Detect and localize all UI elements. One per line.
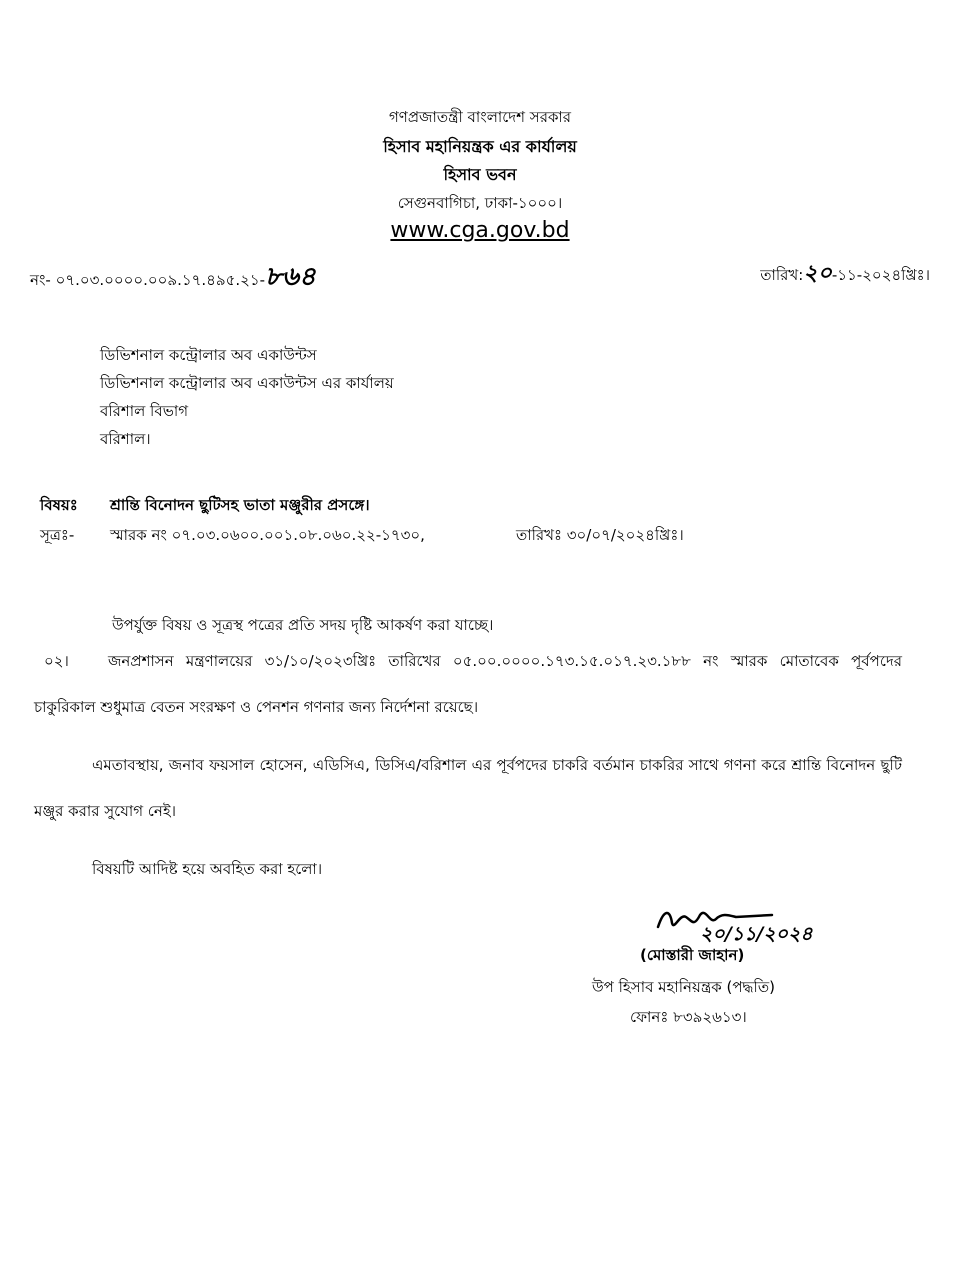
- memo-date-handwritten: ২০: [803, 260, 832, 286]
- signatory-name: (মোস্তারী জাহান): [640, 946, 745, 964]
- office-name: হিসাব মহানিয়ন্ত্রক এর কার্যালয়: [383, 137, 577, 156]
- recipient-line-4: বরিশাল।: [100, 430, 151, 448]
- paragraph-02-text: জনপ্রশাসন মন্ত্রণালয়ের ৩১/১০/২০২৩খ্রিঃ তারিখের ০৫.০০.০০০০.১৭৩.১৫.০১৭.২৩.১৮৮ নং স্মারক মোতাবেক পূর্বপদের চাকুরিকাল শুধুমাত্র বেতন সংরক্ষণ ও পেনশন গণনার জন্য নির্দেশনা রয়েছে।: [34, 652, 902, 716]
- recipient-line-1: ডিভিশনাল কন্ট্রোলার অব একাউন্টস: [100, 346, 317, 364]
- memo-date: [760, 256, 930, 293]
- paragraph-number: ০২।: [44, 652, 69, 670]
- government-name: গণপ্রজাতন্ত্রী বাংলাদেশ সরকার: [388, 108, 572, 126]
- building-name: হিসাব ভবন: [443, 165, 517, 184]
- signatory-phone: ফোনঃ ৮৩৯২৬১৩।: [630, 1008, 747, 1026]
- memo-number-handwritten: ৮৬৪: [265, 262, 316, 292]
- reference-date: তারিখঃ ৩০/০৭/২০২৪খ্রিঃ।: [516, 526, 684, 544]
- recipient-line-2: ডিভিশনাল কন্ট্রোলার অব একাউন্টস এর কার্যালয়: [100, 374, 394, 392]
- subject-label: বিষয়ঃ: [40, 496, 78, 514]
- paragraph-circumstance: [34, 742, 902, 834]
- reference-label: সূত্রঃ-: [40, 526, 75, 544]
- reference-text: স্মারক নং ০৭.০৩.০৬০০.০০১.০৮.০৬০.২২-১৭৩০,: [110, 526, 425, 544]
- memo-date-label: তারিখ:: [760, 266, 804, 284]
- intro-paragraph: উপর্যুক্ত বিষয় ও সূত্রস্থ পত্রের প্রতি সদয় দৃষ্টি আকর্ষণ করা যাচ্ছে।: [112, 616, 494, 634]
- memo-date-suffix: -১১-২০২৪খ্রিঃ।: [831, 266, 930, 284]
- paragraph-circumstance-text: এমতাবস্থায়, জনাব ফয়সাল হোসেন, এডিসিএ, ডিসিএ/বরিশাল এর পূর্বপদের চাকরি বর্তমান চাকরির সাথে গণনা করে শ্রান্তি বিনোদন ছুটি মঞ্জুর করার সুযোগ নেই।: [34, 756, 902, 820]
- signatory-designation: উপ হিসাব মহানিয়ন্ত্রক (পদ্ধতি): [592, 978, 775, 996]
- signature-date: ২০/১১/২০২৪: [700, 923, 813, 945]
- office-address: সেগুনবাগিচা, ঢাকা-১০০০।: [397, 194, 563, 212]
- closing-paragraph: বিষয়টি আদিষ্ট হয়ে অবহিত করা হলো।: [92, 860, 323, 878]
- subject-text: শ্রান্তি বিনোদন ছুটিসহ ভাতা মঞ্জুরীর প্রসঙ্গে।: [110, 496, 370, 514]
- paragraph-02: [34, 638, 902, 730]
- memo-number-text: নং- ০৭.০৩.০০০০.০০৯.১৭.৪৯৫.২১-: [30, 271, 266, 289]
- website-link[interactable]: www.cga.gov.bd: [390, 218, 570, 243]
- recipient-line-3: বরিশাল বিভাগ: [100, 402, 189, 420]
- memo-number: [30, 256, 316, 300]
